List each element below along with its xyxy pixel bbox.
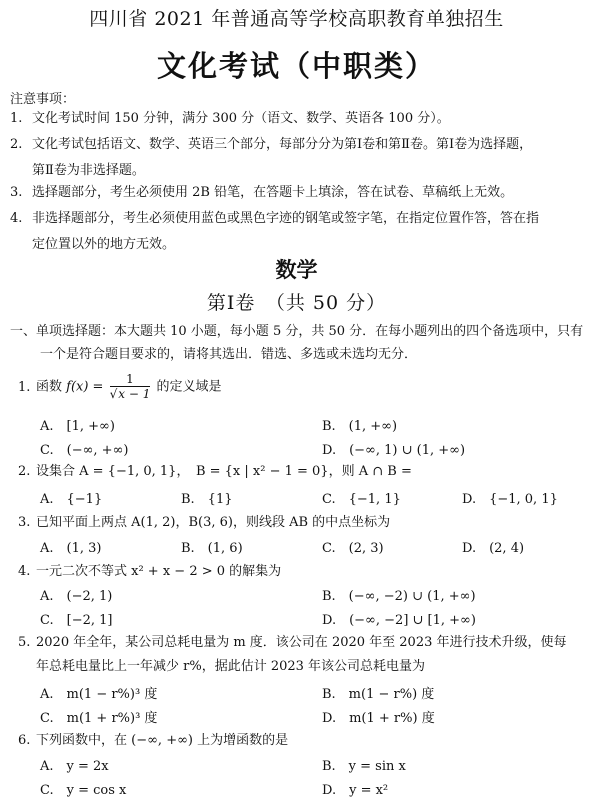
question-text: 一元二次不等式 x² + x − 2 > 0 的解集为 [36, 564, 282, 579]
exam-title-line1: 四川省 2021 年普通高等学校高职教育单独招生 [89, 8, 504, 30]
option-d[interactable]: D. m(1 + r%) 度 [322, 711, 435, 726]
note-number: 2. [10, 137, 23, 152]
radicand: x − 1 [118, 387, 151, 401]
option-c[interactable]: C. (−∞, +∞) [40, 443, 129, 458]
radical-sign: √ [109, 387, 118, 401]
option-d[interactable]: D. (−∞, −2] ∪ [1, +∞) [322, 613, 476, 628]
option-d[interactable]: D. y = x² [322, 783, 389, 798]
option-a[interactable]: A. (−2, 1) [40, 589, 113, 604]
option-d[interactable]: D. {−1, 0, 1} [462, 492, 558, 507]
option-c[interactable]: C. m(1 + r%)³ 度 [40, 711, 158, 726]
option-c[interactable]: C. (2, 3) [322, 541, 384, 556]
question-continuation: 年总耗电量比上一年减少 r%，据此估计 2023 年该公司总耗电量为 [36, 659, 426, 674]
question-4 [18, 560, 586, 584]
option-a[interactable]: A. {−1} [40, 492, 103, 507]
question-text: 设集合 A = {−1, 0, 1}， B = {x | x² − 1 = 0}，则 A ∩ B = [36, 464, 412, 479]
option-a[interactable]: A. (1, 3) [40, 541, 102, 556]
section-instructions [10, 320, 585, 366]
option-b[interactable]: B. y = sin x [322, 759, 406, 774]
option-b[interactable]: B. {1} [181, 492, 233, 507]
option-b[interactable]: B. (−∞, −2) ∪ (1, +∞) [322, 589, 476, 604]
note-number: 4. [10, 211, 23, 226]
note-item [10, 132, 585, 184]
note-number: 3. [10, 185, 23, 200]
option-c[interactable]: C. {−1, 1} [322, 492, 401, 507]
question-number: 2. [18, 464, 31, 479]
question-text: 2020 年全年，某公司总耗电量为 m 度．该公司在 2020 年至 2023 年进行技术升级，使每 [36, 635, 567, 650]
note-continuation: 第Ⅱ卷为非选择题。 [32, 163, 145, 178]
option-b[interactable]: B. (1, +∞) [322, 419, 398, 434]
fraction-denominator [110, 387, 151, 402]
note-item [10, 106, 585, 132]
section-line: 一个是符合题目要求的，请将其选出．错选、多选或未选均无分． [40, 347, 418, 362]
option-b[interactable]: B. (1, 6) [181, 541, 243, 556]
notes-heading: 注意事项： [10, 92, 76, 107]
question-number: 6. [18, 733, 31, 748]
volume-title: 第Ⅰ卷 （共 50 分） [206, 292, 387, 314]
note-number: 1. [10, 111, 23, 126]
option-a[interactable]: A. [1, +∞) [40, 419, 115, 434]
question-2 [18, 460, 586, 484]
function-expression: f(x) = [66, 379, 108, 395]
note-item [10, 206, 585, 258]
option-c[interactable]: C. [−2, 1] [40, 613, 113, 628]
subject-title: 数学 [275, 257, 318, 282]
note-continuation: 定位置以外的地方无效。 [32, 237, 176, 252]
note-text: 文化考试包括语文、数学、英语三个部分，每部分分为第Ⅰ卷和第Ⅱ卷。第Ⅰ卷为选择题， [32, 137, 533, 152]
option-d[interactable]: D. (2, 4) [462, 541, 525, 556]
question-prefix: 函数 [36, 379, 67, 395]
option-a[interactable]: A. m(1 − r%)³ 度 [40, 687, 158, 702]
fraction [110, 372, 151, 402]
question-number: 4. [18, 564, 31, 579]
question-text: 已知平面上两点 A(1, 2)，B(3, 6)，则线段 AB 的中点坐标为 [36, 515, 391, 530]
question-text: 下列函数中，在 (−∞, +∞) 上为增函数的是 [36, 733, 289, 748]
question-3 [18, 511, 586, 535]
question-number: 1. [18, 379, 31, 395]
option-a[interactable]: A. y = 2x [40, 759, 109, 774]
question-5 [18, 631, 586, 679]
note-text: 文化考试时间 150 分钟，满分 300 分（语文、数学、英语各 100 分）。 [32, 111, 450, 126]
option-c[interactable]: C. y = cos x [40, 783, 127, 798]
option-b[interactable]: B. m(1 − r%) 度 [322, 687, 435, 702]
question-number: 5. [18, 635, 31, 650]
note-text: 选择题部分，考生必须使用 2B 铅笔，在答题卡上填涂，答在试卷、草稿纸上无效。 [32, 185, 514, 200]
exam-title-line2: 文化考试（中职类） [156, 49, 436, 83]
question-6 [18, 729, 586, 753]
fraction-numerator: 1 [110, 372, 151, 387]
section-line: 一、单项选择题：本大题共 10 小题，每小题 5 分，共 50 分．在每小题列出的四个备选项中，只有 [10, 324, 584, 339]
question-1 [18, 372, 586, 402]
question-suffix: 的定义域是 [152, 379, 222, 395]
note-text: 非选择题部分，考生必须使用蓝色或黑色字迹的钢笔或签字笔，在指定位置作答，答在指 [32, 211, 540, 226]
question-number: 3. [18, 515, 31, 530]
note-item [10, 180, 585, 206]
option-d[interactable]: D. (−∞, 1) ∪ (1, +∞) [322, 443, 466, 458]
